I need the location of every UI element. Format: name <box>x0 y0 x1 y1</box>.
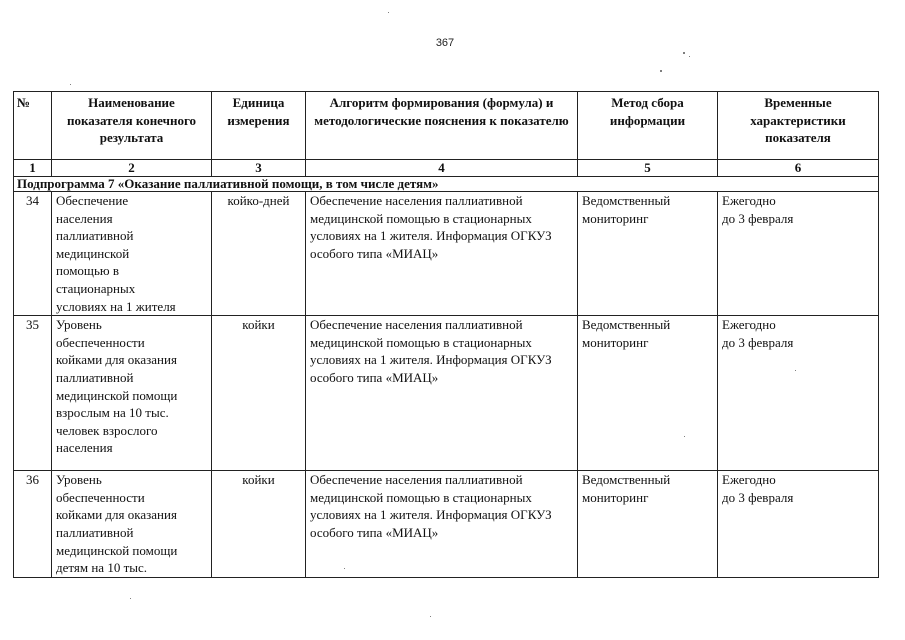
column-number: 3 <box>212 160 306 177</box>
unit-of-measure: койко-дней <box>212 192 306 316</box>
page-number: 367 <box>435 37 455 49</box>
collection-method: Ведомственный мониторинг <box>578 192 718 316</box>
subprogram-title: Подпрограмма 7 «Оказание паллиативной помощи, в том числе детям» <box>14 177 879 192</box>
scan-speck <box>660 70 662 72</box>
scan-speck <box>70 84 71 85</box>
scan-speck <box>130 598 131 599</box>
scan-speck <box>795 370 796 371</box>
algorithm-text: Обеспечение населения паллиативной медицинской помощью в стационарных условиях на 1 жителя. Информация ОГКУЗ особого типа «МИАЦ» <box>306 471 578 578</box>
collection-method: Ведомственный мониторинг <box>578 471 718 578</box>
subprogram-row <box>14 177 879 192</box>
scan-speck <box>689 56 690 57</box>
column-number: 6 <box>718 160 879 177</box>
header-collection-method: Метод сбора информации <box>578 92 718 160</box>
row-number: 36 <box>14 471 52 578</box>
header-algorithm: Алгоритм формирования (формула) и методологические пояснения к показателю <box>306 92 578 160</box>
scan-speck <box>683 52 685 54</box>
scan-speck <box>388 12 389 13</box>
column-numbers-row <box>14 160 879 177</box>
unit-of-measure: койки <box>212 471 306 578</box>
column-number: 2 <box>52 160 212 177</box>
header-time-characteristics: Временные характеристики показателя <box>718 92 879 160</box>
column-number: 4 <box>306 160 578 177</box>
table-row <box>14 316 879 471</box>
scan-speck <box>684 436 685 437</box>
algorithm-text: Обеспечение населения паллиативной медицинской помощью в стационарных условиях на 1 жителя. Информация ОГКУЗ особого типа «МИАЦ» <box>306 316 578 471</box>
scan-speck <box>430 616 431 617</box>
indicator-name: Обеспечение населения паллиативной медицинской помощью в стационарных условиях на 1 жителя <box>52 192 212 316</box>
scan-speck <box>344 568 345 569</box>
algorithm-text: Обеспечение населения паллиативной медицинской помощью в стационарных условиях на 1 жителя. Информация ОГКУЗ особого типа «МИАЦ» <box>306 192 578 316</box>
collection-method: Ведомственный мониторинг <box>578 316 718 471</box>
header-indicator-name: Наименование показателя конечного результата <box>52 92 212 160</box>
table-row <box>14 192 879 316</box>
indicator-name: Уровень обеспеченности койками для оказания паллиативной медицинской помощи детям на 10 тыс. <box>52 471 212 578</box>
column-number: 5 <box>578 160 718 177</box>
header-number: № <box>14 92 52 160</box>
row-number: 35 <box>14 316 52 471</box>
unit-of-measure: койки <box>212 316 306 471</box>
time-characteristic: Ежегодно до 3 февраля <box>718 192 879 316</box>
indicators-table <box>13 91 879 578</box>
column-number: 1 <box>14 160 52 177</box>
header-unit: Единица измерения <box>212 92 306 160</box>
time-characteristic: Ежегодно до 3 февраля <box>718 316 879 471</box>
indicator-name: Уровень обеспеченности койками для оказания паллиативной медицинской помощи взрослым на 10 тыс. человек взрослого населения <box>52 316 212 471</box>
row-number: 34 <box>14 192 52 316</box>
table-row <box>14 471 879 578</box>
time-characteristic: Ежегодно до 3 февраля <box>718 471 879 578</box>
table-header-row <box>14 92 879 160</box>
